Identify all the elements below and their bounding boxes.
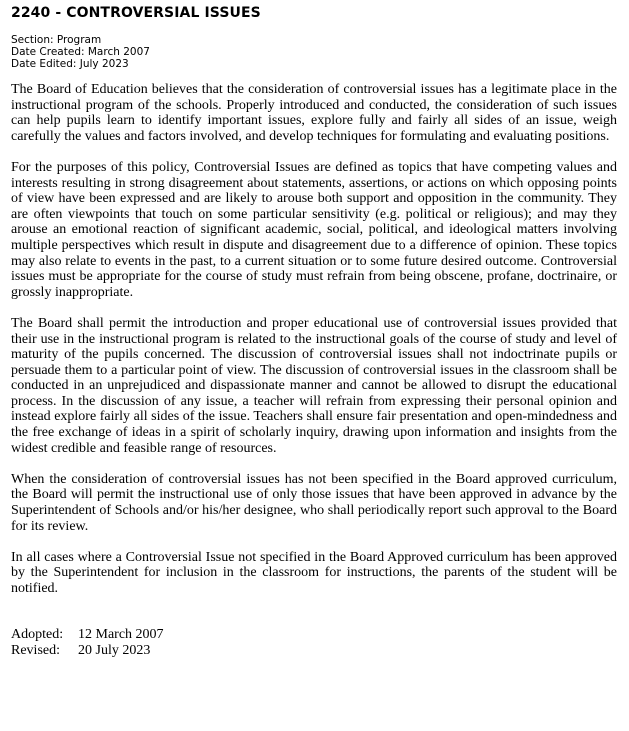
policy-document xyxy=(11,4,617,659)
policy-paragraph: In all cases where a Controversial Issue not specified in the Board Approved curriculum has been approved by the Superintendent for inclusion in the classroom for instructions, the parents of the student will be notified. xyxy=(11,549,617,596)
policy-date-edited: Date Edited: July 2023 xyxy=(11,58,129,70)
policy-paragraph: For the purposes of this policy, Controversial Issues are defined as topics that have competing values and interests resulting in strong disagreement about statements, assertions, or actions on which opposing points of view have been expressed and are likely to arouse both support and opposition in the community. They are often viewpoints that touch on some particular sensitivity (e.g. political or religious); and may they arouse an emotional reaction of significant academic, social, political, and ideological matters involving multiple perspectives which result in dispute and disagreement due to a difference of opinion. These topics may also relate to events in the past, to a current situation or to some future desired outcome. Controversial issues must be appropriate for the course of study must refrain from being obscene, profane, doctrinaire, or grossly inappropriate. xyxy=(11,159,617,300)
revised-date: 20 July 2023 xyxy=(78,642,151,658)
adopted-row xyxy=(11,627,617,643)
policy-metadata xyxy=(11,34,617,70)
policy-paragraph: When the consideration of controversial issues has not been specified in the Board approved curriculum, the Board will permit the instructional use of only those issues that have been approved in advance by the Superintendent of Schools and/or his/her designee, who shall periodically report such approval to the Board for its review. xyxy=(11,471,617,534)
revised-row xyxy=(11,643,617,659)
adopted-date: 12 March 2007 xyxy=(78,626,164,642)
policy-paragraph: The Board of Education believes that the consideration of controversial issues has a legitimate place in the instructional program of the schools. Properly introduced and conducted, the consideration of such issues can help pupils learn to identify important issues, explore fully and fairly all sides of an issue, weigh carefully the values and factors involved, and develop techniques for formulating and evaluating positions. xyxy=(11,82,617,144)
policy-date-created: Date Created: March 2007 xyxy=(11,46,150,58)
policy-title: 2240 - CONTROVERSIAL ISSUES xyxy=(11,5,261,21)
policy-paragraph: The Board shall permit the introduction and proper educational use of controversial issues provided that their use in the instructional program is related to the instructional goals of the course of study and level of maturity of the pupils concerned. The discussion of controversial issues shall not indoctrinate pupils or persuade them to a particular point of view. The discussion of controversial issues in the classroom shall be conducted in an unprejudiced and dispassionate manner and cannot be allowed to disrupt the educational process. In the discussion of any issue, a teacher will refrain from expressing their personal opinion and instead explore fairly all sides of the issue. Teachers shall ensure fair presentation and open-mindedness and the free exchange of ideas in a spirit of scholarly inquiry, drawing upon information and insights from the widest credible and feasible range of resources. xyxy=(11,315,617,456)
policy-footer xyxy=(11,627,617,659)
adopted-label: Adopted: xyxy=(11,626,64,642)
policy-body xyxy=(11,82,617,597)
revised-label: Revised: xyxy=(11,642,60,658)
policy-section: Section: Program xyxy=(11,34,102,46)
